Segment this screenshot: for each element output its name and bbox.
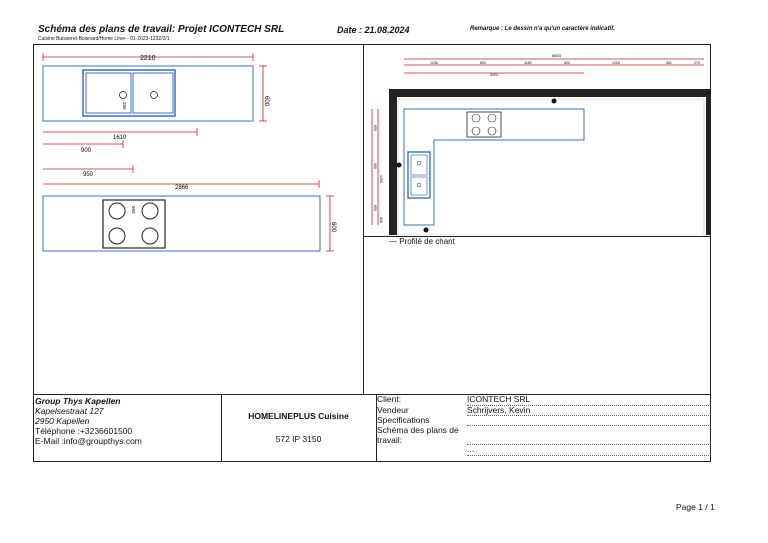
edge-profile-label: — Profilé de chant [389,237,455,246]
info-row-trailing [377,445,709,456]
page-number: Page 1 / 1 [676,502,715,512]
info-value: ICONTECH SRL [467,395,709,406]
burner-4 [142,228,158,244]
dim-bottom-offset: 950 [83,172,94,178]
dim-sink: 250 [122,102,127,110]
dim-seg-5: 1226 [612,61,620,65]
l-shaped-worktop [404,109,584,225]
dim-second: 3004 [490,73,498,77]
room-wall-top [389,93,710,235]
dim-top-sub-1: 1610 [113,135,127,141]
sink-cutout [83,70,175,116]
info-label: Client: [377,394,402,404]
company-email[interactable]: E-Mail :info@groupthys.com [35,436,142,446]
burner-2 [142,203,158,219]
drain-circle [120,92,127,99]
dim-top-width: 2210 [140,55,156,62]
product-number: 572 IP 3150 [275,434,322,444]
dim-side-2: 900 [373,163,377,169]
dim-bottom-depth: 600 [330,222,336,233]
sink-drainer [133,73,173,113]
dim-seg-4: 500 [564,61,570,65]
worktop-drawing-left [33,44,363,394]
info-label: Schéma des plans de travail: [377,425,459,445]
footer-divider-1 [221,394,222,462]
info-value [467,426,709,445]
dim-side-3: 1200 [379,175,383,183]
dim-side-4: 600 [373,205,377,211]
dim-top-sub-2: 900 [81,148,92,154]
info-row-schema [377,426,709,445]
drawing-remark: Remarque : Le dessin n'a qu'un caractère indicatif. [470,26,615,32]
dim-seg-2: 800 [480,61,486,65]
room-layout-drawing [364,45,710,235]
info-trailing: ... [467,445,709,456]
info-label: Specifications [377,415,430,425]
company-address-2: 2950 Kapellen [35,416,90,426]
drawing-subtitle: Cuisine Buisseret-Boisnard/Home Line• - 01-2023-1232/2/1 [38,36,170,42]
drawing-date: Date : 21.08.2024 [337,25,410,35]
dim-hob: 560 [131,206,136,214]
dim-total: 5803 [552,53,561,58]
product-name: HOMELINEPLUS Cuisine [248,411,349,421]
company-name: Group Thys Kapellen [35,396,121,406]
dim-top-depth: 600 [263,96,269,107]
info-value [467,416,709,426]
burner-1 [109,203,125,219]
dim-seg-6: 461 [666,61,672,65]
dim-seg-1: 1236 [430,61,438,65]
dim-seg-7: 270 [694,61,700,65]
project-info [377,395,709,456]
info-label: Vendeur [377,404,409,415]
company-address-1: Kapelsestraat 127 [35,406,104,416]
dim-side-5: 500 [379,217,383,223]
dim-bottom-width: 2866 [175,185,189,191]
drawing-title: Schéma des plans de travail: Projet ICONTECH SRL [38,24,285,35]
info-row-client [377,395,709,406]
bottom-countertop [43,196,320,251]
drain-circle-2 [151,92,158,99]
dim-seg-3: 1180 [524,61,532,65]
dim-side-1: 850 [373,125,377,131]
company-block [35,396,142,446]
wall-marker [552,99,557,104]
hob-plan [467,112,501,137]
company-phone: Téléphone :+3236601500 [35,426,133,436]
info-value: Schrijvers, Kevin [467,406,709,417]
burner-3 [109,228,125,244]
